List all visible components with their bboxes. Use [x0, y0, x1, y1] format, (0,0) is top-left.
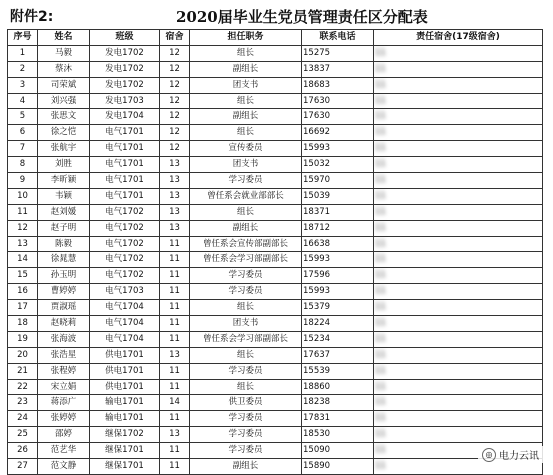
table-cell: 11 — [374, 188, 543, 204]
table-cell: 11 — [160, 411, 190, 427]
table-cell: 张思文 — [38, 109, 90, 125]
table-row — [8, 252, 543, 268]
table-cell: 18683 — [302, 77, 374, 93]
table-cell: 11 — [374, 379, 543, 395]
table-cell: 副组长 — [190, 220, 302, 236]
table-cell: 18 — [8, 316, 38, 332]
table-cell: 电气1703 — [90, 284, 160, 300]
table-cell: 12 — [160, 45, 190, 61]
table-cell: 15275 — [302, 45, 374, 61]
table-cell: 15970 — [302, 173, 374, 189]
column-header: 姓名 — [38, 30, 90, 46]
table-cell: 18224 — [302, 316, 374, 332]
table-cell: 蔡沐 — [38, 61, 90, 77]
table-cell: 11 — [160, 268, 190, 284]
table-cell: 李昕颖 — [38, 173, 90, 189]
table-cell: 学习委员 — [190, 411, 302, 427]
table-cell: 张浩星 — [38, 347, 90, 363]
table-cell: 电气1701 — [90, 125, 160, 141]
table-cell: 13 — [160, 204, 190, 220]
table-cell: 范艺华 — [38, 443, 90, 459]
table-cell: 11 — [374, 109, 543, 125]
table-cell: 7 — [8, 141, 38, 157]
table-cell: 15234 — [302, 331, 374, 347]
table-cell: 11 — [374, 268, 543, 284]
table-cell: 12 — [160, 141, 190, 157]
table-cell: 电气1702 — [90, 252, 160, 268]
column-header: 责任宿舍(17级宿舍) — [374, 30, 543, 46]
table-cell: 11 — [374, 427, 543, 443]
table-cell: 13 — [160, 157, 190, 173]
table-cell: 孙玉明 — [38, 268, 90, 284]
table-cell: 22 — [8, 379, 38, 395]
table-cell: 17831 — [302, 411, 374, 427]
table-cell: 11 — [374, 93, 543, 109]
table-cell: 宋立娟 — [38, 379, 90, 395]
column-header: 宿舍 — [160, 30, 190, 46]
table-cell: 电气1701 — [90, 157, 160, 173]
table-row — [8, 61, 543, 77]
table-cell: 曹婷婷 — [38, 284, 90, 300]
table-row — [8, 77, 543, 93]
table-cell: 11 — [374, 236, 543, 252]
table-cell: 10 — [8, 188, 38, 204]
column-header: 担任职务 — [190, 30, 302, 46]
table-cell: 3 — [8, 77, 38, 93]
table-cell: 18530 — [302, 427, 374, 443]
table-cell: 13837 — [302, 61, 374, 77]
table-cell: 电气1702 — [90, 236, 160, 252]
table-cell: 学习委员 — [190, 284, 302, 300]
table-cell: 11 — [160, 443, 190, 459]
table-cell: 张海波 — [38, 331, 90, 347]
table-cell: 学习委员 — [190, 268, 302, 284]
table-cell: 12 — [160, 109, 190, 125]
table-cell: 11 — [160, 300, 190, 316]
table-cell: 15032 — [302, 157, 374, 173]
table-cell: 5 — [8, 109, 38, 125]
table-cell: 11 — [374, 459, 543, 475]
table-cell: 16692 — [302, 125, 374, 141]
table-row — [8, 236, 543, 252]
table-cell: 13 — [8, 236, 38, 252]
table-cell: 27 — [8, 459, 38, 475]
table-cell: 邵婷 — [38, 427, 90, 443]
table-cell: 徐之恺 — [38, 125, 90, 141]
table-cell: 继保1702 — [90, 427, 160, 443]
table-cell: 发电1703 — [90, 93, 160, 109]
table-row — [8, 443, 543, 459]
table-cell: 11 — [374, 331, 543, 347]
table-cell: 发电1702 — [90, 77, 160, 93]
table-cell: 11 — [8, 204, 38, 220]
table-cell: 17630 — [302, 109, 374, 125]
table-row — [8, 220, 543, 236]
table-cell: 电气1704 — [90, 316, 160, 332]
table-cell: 组长 — [190, 300, 302, 316]
table-cell: 组长 — [190, 379, 302, 395]
table-cell: 1 — [8, 45, 38, 61]
table-cell: 15890 — [302, 459, 374, 475]
table-cell: 继保1701 — [90, 443, 160, 459]
table-row — [8, 173, 543, 189]
table-cell: 2 — [8, 61, 38, 77]
table-cell: 12 — [8, 220, 38, 236]
table-cell: 11 — [374, 411, 543, 427]
table-cell: 电气1701 — [90, 141, 160, 157]
table-row — [8, 157, 543, 173]
table-cell: 电气1704 — [90, 331, 160, 347]
table-cell: 刘兴强 — [38, 93, 90, 109]
table-cell: 张婷婷 — [38, 411, 90, 427]
table-cell: 11 — [374, 300, 543, 316]
table-cell: 14 — [8, 252, 38, 268]
column-header: 班级 — [90, 30, 160, 46]
table-cell: 11 — [160, 236, 190, 252]
page-title: 2020届毕业生党员管理责任区分配表 — [176, 8, 428, 26]
table-cell: 17630 — [302, 93, 374, 109]
table-cell: 发电1702 — [90, 61, 160, 77]
table-cell: 11 — [160, 331, 190, 347]
table-cell: 马毅 — [38, 45, 90, 61]
table-cell: 刘胜 — [38, 157, 90, 173]
table-cell: 17596 — [302, 268, 374, 284]
table-cell: 11 — [374, 284, 543, 300]
table-cell: 蒋添广 — [38, 395, 90, 411]
table-cell: 15993 — [302, 284, 374, 300]
table-cell: 14 — [160, 395, 190, 411]
table-cell: 15539 — [302, 363, 374, 379]
table-cell: 13 — [160, 220, 190, 236]
table-cell: 20 — [8, 347, 38, 363]
table-cell: 17637 — [302, 347, 374, 363]
table-cell: 曾任系会学习部副部长 — [190, 331, 302, 347]
table-cell: 18371 — [302, 204, 374, 220]
table-cell: 11 — [374, 61, 543, 77]
table-cell: 副组长 — [190, 109, 302, 125]
table-row — [8, 331, 543, 347]
table-cell: 11 — [374, 45, 543, 61]
table-cell: 11 — [374, 157, 543, 173]
table-row — [8, 268, 543, 284]
table-cell: 11 — [374, 252, 543, 268]
watermark — [478, 446, 543, 463]
table-cell: 组长 — [190, 45, 302, 61]
table-cell: 宣传委员 — [190, 141, 302, 157]
table-cell: 徐晁慧 — [38, 252, 90, 268]
table-cell: 团支书 — [190, 157, 302, 173]
table-cell: 张程婷 — [38, 363, 90, 379]
table-row — [8, 316, 543, 332]
table-row — [8, 284, 543, 300]
column-header: 序号 — [8, 30, 38, 46]
table-cell: 26 — [8, 443, 38, 459]
table-cell: 4 — [8, 93, 38, 109]
table-cell: 13 — [160, 427, 190, 443]
wechat-icon: ◎ — [482, 448, 496, 462]
table-cell: 电气1701 — [90, 173, 160, 189]
table-cell: 13 — [160, 188, 190, 204]
table-cell: 学习委员 — [190, 443, 302, 459]
table-row — [8, 141, 543, 157]
table-cell: 团支书 — [190, 316, 302, 332]
table-row — [8, 459, 543, 475]
table-row — [8, 395, 543, 411]
table-cell: 曾任系会就业部部长 — [190, 188, 302, 204]
table-cell: 供电1701 — [90, 347, 160, 363]
table-cell: 韦颖 — [38, 188, 90, 204]
table-row — [8, 363, 543, 379]
table-cell: 范文静 — [38, 459, 90, 475]
table-cell: 15 — [8, 268, 38, 284]
table-row — [8, 300, 543, 316]
table-cell: 11 — [160, 363, 190, 379]
table-cell: 11 — [374, 363, 543, 379]
table-cell: 曾任系会宣传部副部长 — [190, 236, 302, 252]
table-cell: 15379 — [302, 300, 374, 316]
table-cell: 13 — [160, 347, 190, 363]
table-cell: 15993 — [302, 141, 374, 157]
table-cell: 11 — [160, 316, 190, 332]
table-row — [8, 125, 543, 141]
table-cell: 11 — [374, 395, 543, 411]
table-cell: 8 — [8, 157, 38, 173]
table-cell: 12 — [160, 93, 190, 109]
table-cell: 21 — [8, 363, 38, 379]
table-cell: 24 — [8, 411, 38, 427]
table-row — [8, 427, 543, 443]
table-cell: 19 — [8, 331, 38, 347]
table-cell: 12 — [160, 77, 190, 93]
table-cell: 11 — [160, 459, 190, 475]
table-cell: 电气1704 — [90, 300, 160, 316]
table-cell: 副组长 — [190, 459, 302, 475]
table-cell: 发电1704 — [90, 109, 160, 125]
table-cell: 11 — [374, 316, 543, 332]
table-cell: 11 — [374, 141, 543, 157]
watermark-label: 电力云讯 — [499, 451, 539, 462]
table-row — [8, 347, 543, 363]
column-header: 联系电话 — [302, 30, 374, 46]
table-cell: 18238 — [302, 395, 374, 411]
table-cell: 11 — [160, 252, 190, 268]
table-row — [8, 188, 543, 204]
table-cell: 15039 — [302, 188, 374, 204]
table-cell: 9 — [8, 173, 38, 189]
table-row — [8, 204, 543, 220]
table-header-row — [8, 30, 543, 46]
table-cell: 11 — [374, 220, 543, 236]
table-cell: 发电1702 — [90, 45, 160, 61]
table-cell: 张航宇 — [38, 141, 90, 157]
table-cell: 组长 — [190, 93, 302, 109]
table-cell: 曾任系会学习部副部长 — [190, 252, 302, 268]
table-cell: 电气1702 — [90, 220, 160, 236]
table-cell: 11 — [374, 204, 543, 220]
table-cell: 学习委员 — [190, 363, 302, 379]
table-cell: 18860 — [302, 379, 374, 395]
assignment-table — [7, 29, 543, 475]
table-cell: 11 — [374, 77, 543, 93]
table-cell: 贾淑瑶 — [38, 300, 90, 316]
table-cell: 继保1701 — [90, 459, 160, 475]
table-cell: 15993 — [302, 252, 374, 268]
table-cell: 电气1702 — [90, 268, 160, 284]
table-cell: 11 — [374, 347, 543, 363]
attachment-label: 附件2: — [10, 9, 54, 25]
table-cell: 司荣斌 — [38, 77, 90, 93]
table-cell: 组长 — [190, 204, 302, 220]
table-cell: 团支书 — [190, 77, 302, 93]
table-cell: 11 — [374, 125, 543, 141]
table-cell: 学习委员 — [190, 427, 302, 443]
table-cell: 11 — [374, 173, 543, 189]
table-cell: 副组长 — [190, 61, 302, 77]
table-cell: 25 — [8, 427, 38, 443]
table-body — [8, 45, 543, 474]
table-cell: 供卫委员 — [190, 395, 302, 411]
table-cell: 11 — [160, 284, 190, 300]
table-cell: 赵晓莉 — [38, 316, 90, 332]
table-cell: 组长 — [190, 125, 302, 141]
table-cell: 23 — [8, 395, 38, 411]
table-cell: 输电1701 — [90, 395, 160, 411]
table-cell: 17 — [8, 300, 38, 316]
table-row — [8, 45, 543, 61]
page-header — [0, 0, 553, 28]
table-cell: 11 — [160, 379, 190, 395]
table-row — [8, 379, 543, 395]
table-row — [8, 411, 543, 427]
table-cell: 学习委员 — [190, 173, 302, 189]
table-cell: 赵子明 — [38, 220, 90, 236]
table-cell: 电气1701 — [90, 188, 160, 204]
table-cell: 12 — [160, 61, 190, 77]
table-cell: 输电1701 — [90, 411, 160, 427]
table-cell: 供电1701 — [90, 363, 160, 379]
table-cell: 组长 — [190, 347, 302, 363]
table-cell: 赵刘媛 — [38, 204, 90, 220]
table-cell: 16638 — [302, 236, 374, 252]
table-cell: 13 — [160, 173, 190, 189]
table-cell: 6 — [8, 125, 38, 141]
table-row — [8, 93, 543, 109]
table-cell: 15090 — [302, 443, 374, 459]
table-row — [8, 109, 543, 125]
table-cell: 11 — [374, 443, 543, 459]
table-cell: 陈毅 — [38, 236, 90, 252]
table-cell: 电气1702 — [90, 204, 160, 220]
table-cell: 18712 — [302, 220, 374, 236]
table-cell: 16 — [8, 284, 38, 300]
table-cell: 供电1701 — [90, 379, 160, 395]
table-cell: 12 — [160, 125, 190, 141]
